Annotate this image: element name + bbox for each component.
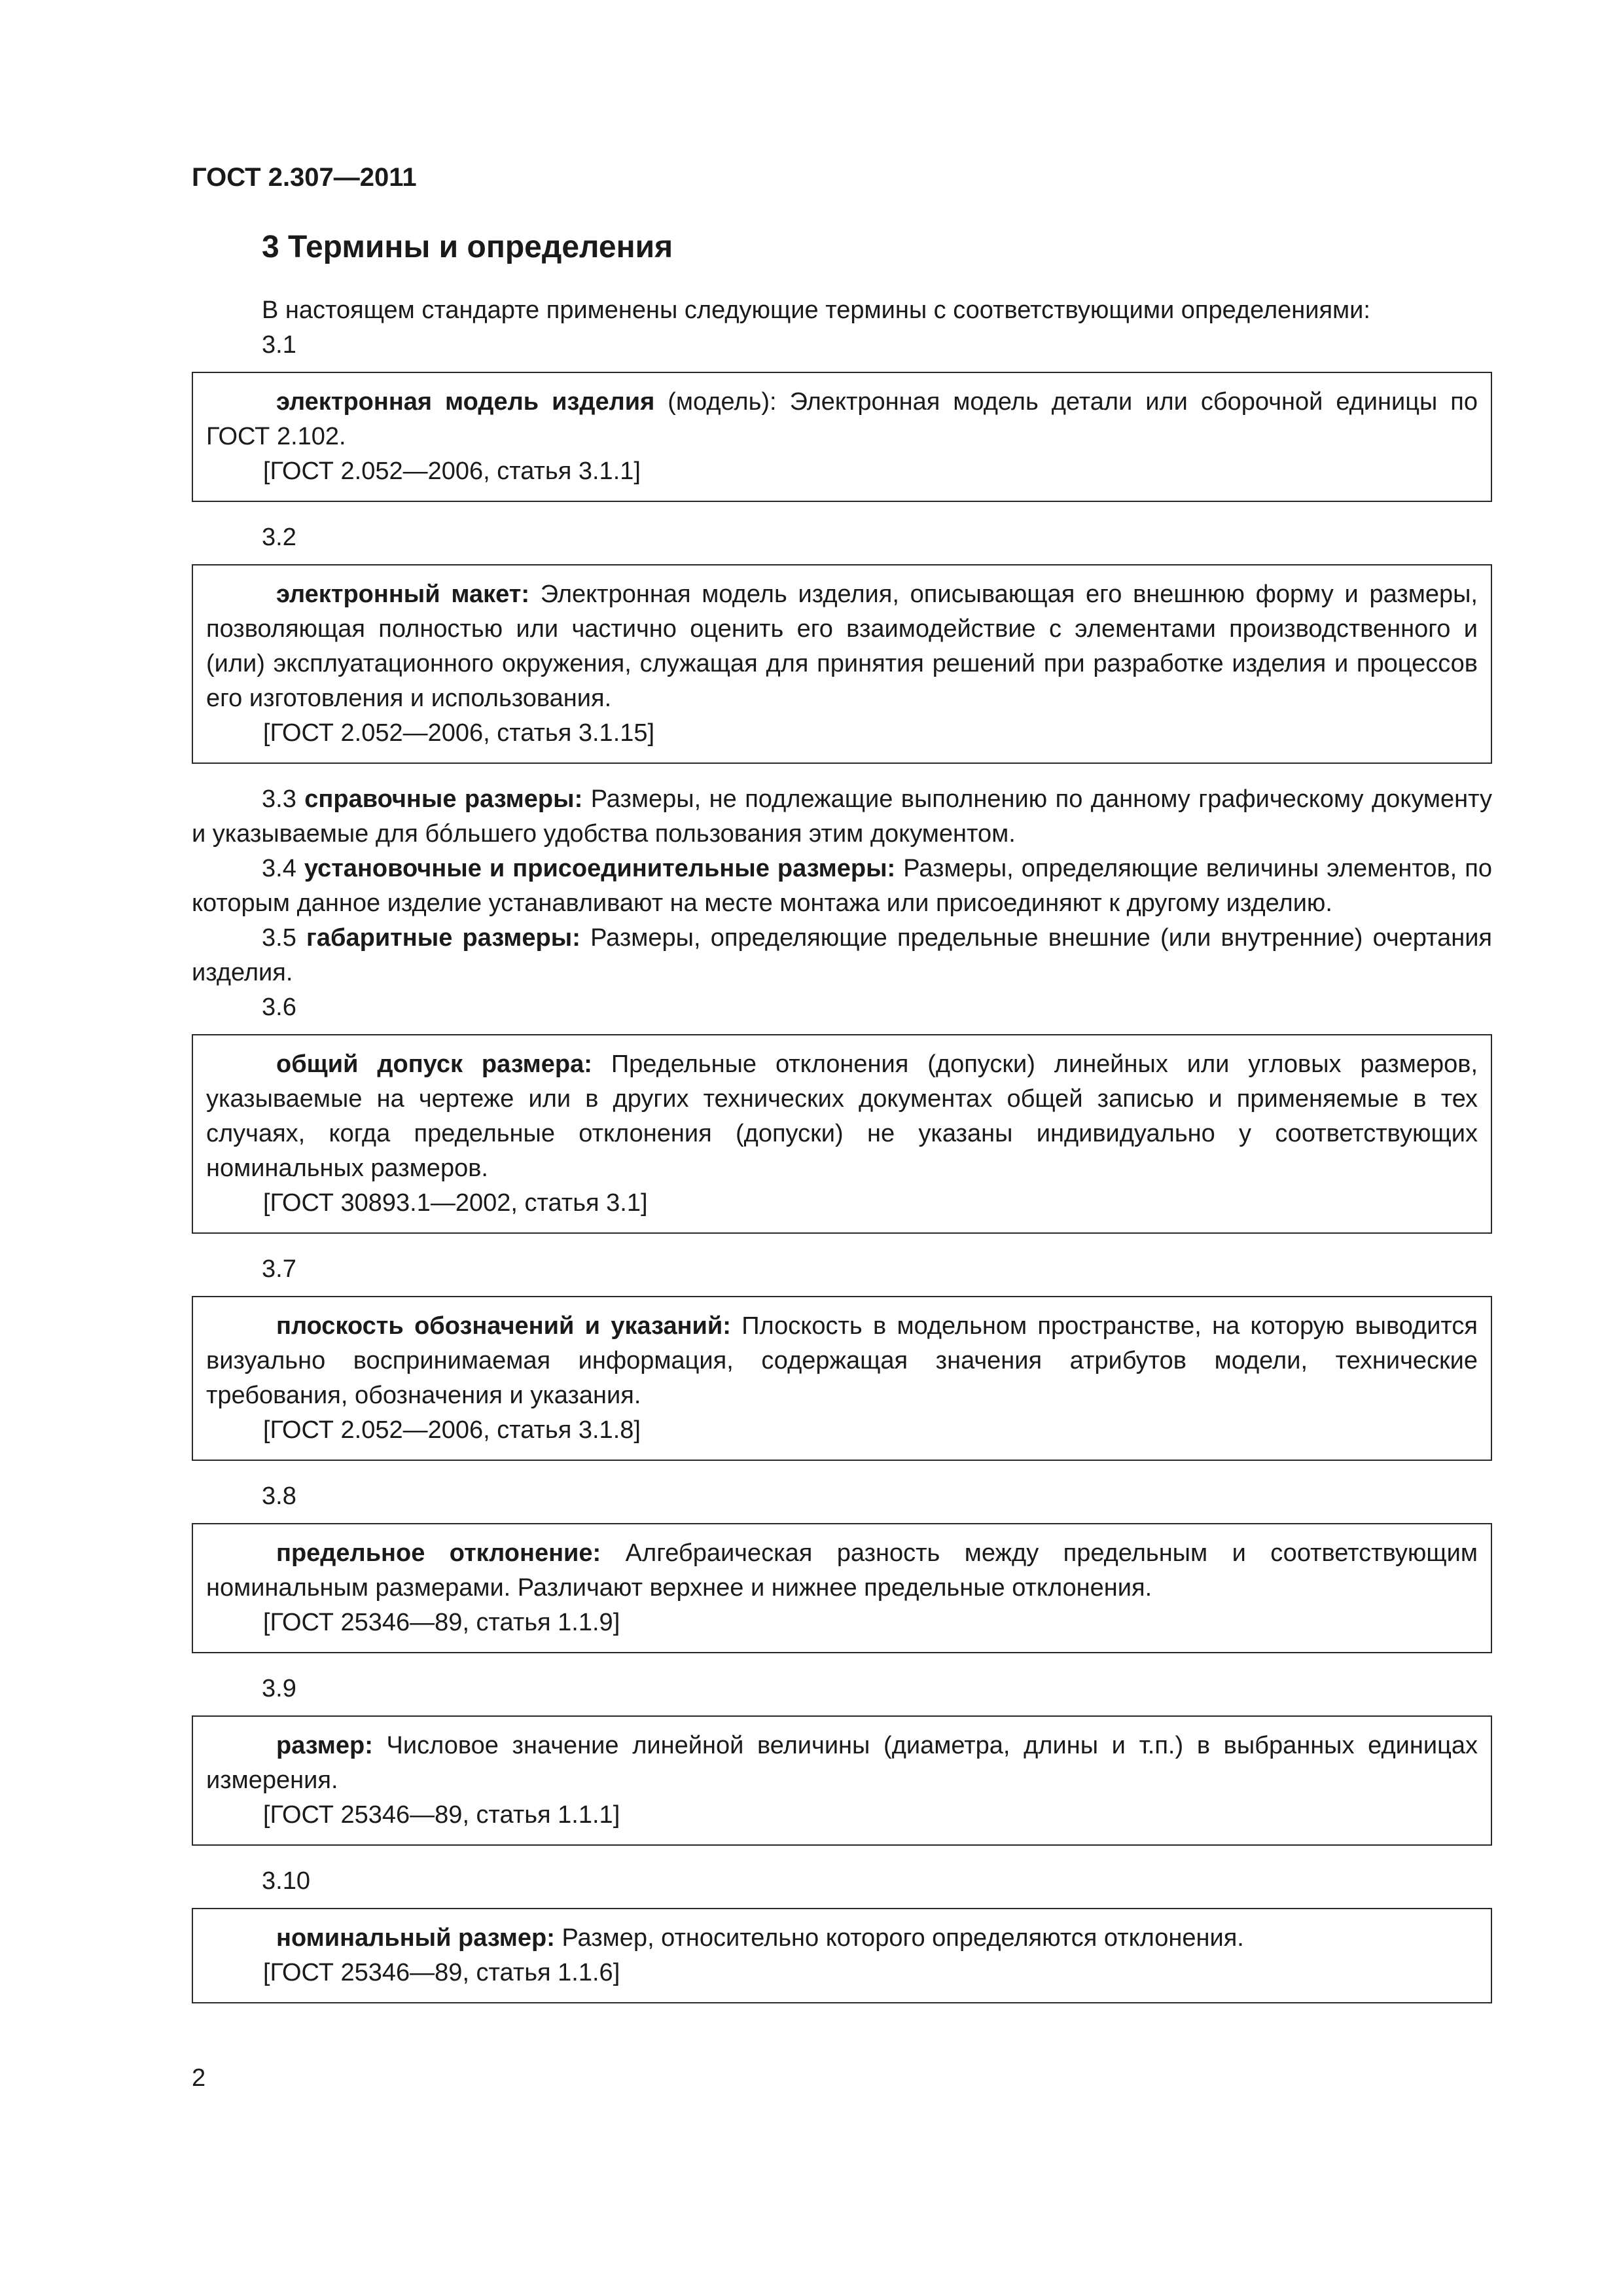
- term-3-10: номинальный размер:: [276, 1924, 555, 1952]
- term-3-5: габаритные размеры:: [306, 924, 580, 952]
- definition-3-10: Размер, относительно которого определяются отклонения.: [554, 1924, 1244, 1952]
- term-3-8: предельное отклонение:: [276, 1539, 601, 1567]
- entry-number-3-4: 3.4: [262, 855, 296, 882]
- term-definition-3-2: [206, 577, 1478, 716]
- term-3-3: справочные размеры:: [304, 785, 583, 813]
- term-definition-3-10: [206, 1921, 1478, 1956]
- entry-number-3-7: 3.7: [262, 1255, 296, 1283]
- term-definition-3-9: [206, 1729, 1478, 1798]
- entry-number-3-8: 3.8: [262, 1482, 296, 1510]
- section-intro: В настоящем стандарте применены следующие термины с соответствующими определениями:: [262, 296, 1370, 324]
- entry-number-3-5: 3.5: [262, 924, 296, 952]
- term-suffix-3-1: (модель):: [654, 388, 777, 416]
- term-definition-3-8: [206, 1536, 1478, 1605]
- term-definition-3-3: [192, 782, 1492, 852]
- definition-3-1: Электронная модель детали или сборочной единицы по ГОСТ 2.102.: [206, 388, 1478, 450]
- term-definition-3-1: [206, 385, 1478, 454]
- term-box-3-6: [192, 1034, 1492, 1234]
- term-box-3-9: [192, 1715, 1492, 1846]
- source-3-7: [ГОСТ 2.052—2006, статья 3.1.8]: [263, 1416, 641, 1444]
- definition-3-6: Предельные отклонения (допуски) линейных или угловых размеров, указываемые на чертеже или в других технических документах общей записью и применяемые в тех случаях, когда предельные отклонения (допуски) не указаны индивидуально у соответствующих номинальных размеров.: [206, 1050, 1478, 1182]
- definition-3-8: Алгебраическая разность между предельным и соответствующим номинальным размерами. Различают верхнее и нижнее предельные отклонения.: [206, 1539, 1478, 1602]
- term-3-1: электронная модель изделия: [276, 388, 655, 416]
- source-3-10: [ГОСТ 25346—89, статья 1.1.6]: [263, 1959, 620, 1986]
- term-3-2: электронный макет:: [276, 581, 530, 608]
- document-code: ГОСТ 2.307—2011: [192, 163, 417, 192]
- document-page: [192, 161, 1492, 2003]
- source-3-9: [ГОСТ 25346—89, статья 1.1.1]: [263, 1801, 620, 1829]
- section-title: 3 Термины и определения: [262, 230, 673, 264]
- source-3-1: [ГОСТ 2.052—2006, статья 3.1.1]: [263, 457, 641, 485]
- page-number: 2: [192, 2064, 206, 2092]
- term-box-3-10: [192, 1908, 1492, 2003]
- term-box-3-8: [192, 1523, 1492, 1653]
- entry-number-3-10: 3.10: [262, 1867, 310, 1895]
- term-box-3-7: [192, 1296, 1492, 1461]
- source-3-6: [ГОСТ 30893.1—2002, статья 3.1]: [263, 1189, 648, 1217]
- source-3-8: [ГОСТ 25346—89, статья 1.1.9]: [263, 1609, 620, 1636]
- term-3-9: размер:: [276, 1732, 373, 1759]
- definition-3-2: Электронная модель изделия, описывающая его внешнюю форму и размеры, позволяющая полностью или частично оценить его взаимодействие с элементами производственного и (или) эксплуатационного окружения, служащая для принятия решений при разработке изделия и процессов его изготовления и использования.: [206, 581, 1478, 712]
- term-3-7: плоскость обозначений и указаний:: [276, 1312, 731, 1340]
- entry-number-3-3: 3.3: [262, 785, 296, 813]
- term-definition-3-7: [206, 1309, 1478, 1413]
- source-3-2: [ГОСТ 2.052—2006, статья 3.1.15]: [263, 719, 655, 747]
- term-definition-3-6: [206, 1047, 1478, 1186]
- term-box-3-1: [192, 372, 1492, 502]
- term-box-3-2: [192, 564, 1492, 764]
- definition-3-7: Плоскость в модельном пространстве, на которую выводится визуально воспринимаемая информация, содержащая значения атрибутов модели, технические требования, обозначения и указания.: [206, 1312, 1478, 1409]
- term-3-4: установочные и присоединительные размеры:: [304, 855, 896, 882]
- entry-number-3-2: 3.2: [262, 524, 296, 551]
- term-3-6: общий допуск размера:: [276, 1050, 592, 1078]
- definition-3-5: Размеры, определяющие предельные внешние (или внутренние) очертания изделия.: [192, 924, 1492, 986]
- definition-3-4: Размеры, определяющие величины элементов, по которым данное изделие устанавливают на месте монтажа или присоединяют к другому изделию.: [192, 855, 1492, 917]
- term-definition-3-4: [192, 852, 1492, 921]
- definition-3-3: Размеры, не подлежащие выполнению по данному графическому документу и указываемые для бóльшего удобства пользования этим документом.: [192, 785, 1492, 848]
- term-definition-3-5: [192, 921, 1492, 990]
- entry-number-3-9: 3.9: [262, 1675, 296, 1702]
- entry-number-3-1: 3.1: [262, 331, 296, 359]
- definition-3-9: Числовое значение линейной величины (диаметра, длины и т.п.) в выбранных единицах измерения.: [206, 1732, 1478, 1794]
- entry-number-3-6: 3.6: [262, 994, 296, 1021]
